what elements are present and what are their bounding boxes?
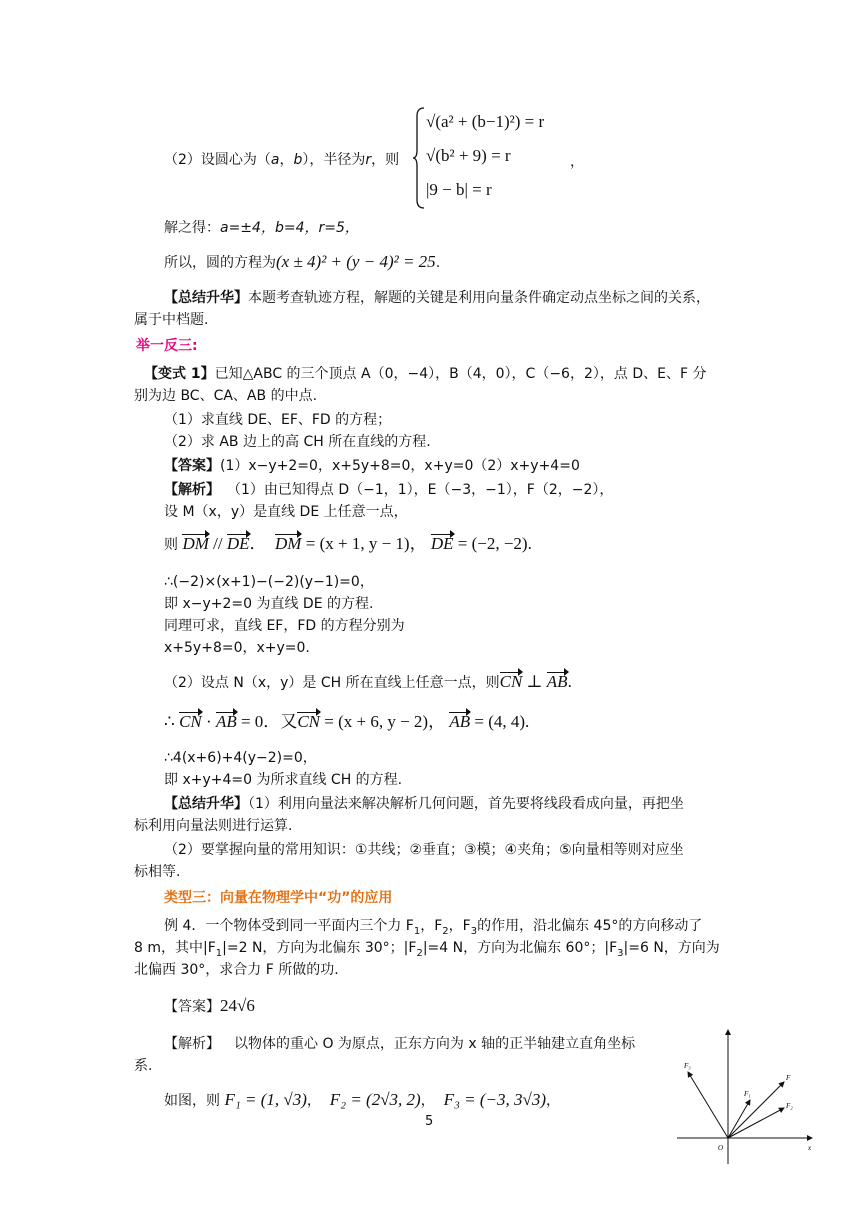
vector-cn: CN xyxy=(179,712,202,731)
vector-ab: AB xyxy=(215,712,237,731)
text-line: 标利用向量法则进行运算. xyxy=(134,818,293,834)
label-f1: F₁ xyxy=(744,1090,751,1098)
text-line: 标相等. xyxy=(134,864,181,880)
page-number: 5 xyxy=(425,1114,434,1129)
label-x: x xyxy=(808,1144,812,1152)
label-origin: O xyxy=(718,1144,724,1152)
label-f: F xyxy=(786,1074,791,1082)
text-line: （2）设圆心为（a，b），半径为r，则 xyxy=(164,152,400,168)
text-line: 8 m，其中$|F_1|=2$ N，方向为北偏东 30°；$|F_2|=4$ N，方向为北偏东 60°；$|F_3|=6$ N，方向为 xyxy=(134,940,720,959)
vector-dm: DM xyxy=(275,534,302,553)
force-diagram xyxy=(672,1026,822,1166)
text-line: 【总结升华】（1）利用向量法来解决解析几何问题，首先要将线段看成向量，再把坐 xyxy=(164,796,684,812)
text-line: 【答案】24√6 xyxy=(164,996,255,1015)
text-line: （2）要掌握向量的常用知识：①共线；②垂直；③模；④夹角；⑤向量相等则对应坐 xyxy=(164,842,684,858)
vector-f xyxy=(728,1082,784,1138)
system-comma: ， xyxy=(570,154,584,170)
text-line: （2）求 AB 边上的高 CH 所在直线的方程. xyxy=(164,434,431,450)
vector-ab: AB xyxy=(546,672,568,691)
text-line: 解之得：a=±4，b=4，r=5， xyxy=(164,220,359,236)
vector-ab: AB xyxy=(449,712,471,731)
vector-cn: CN xyxy=(499,672,523,691)
text-line: 即 x+y+4=0 为所求直线 CH 的方程. xyxy=(164,772,403,788)
text-line: 则 DM // DE． DM = (x + 1, y − 1)， DE = (−2, −2). xyxy=(164,534,532,553)
text-line: （2）设点 N（x，y）是 CH 所在直线上任意一点，则CN ⊥ AB. xyxy=(164,672,572,691)
left-brace-icon xyxy=(412,106,426,210)
text-line: 即 x−y+2=0 为直线 DE 的方程. xyxy=(164,596,374,612)
text-line: ∴ CN · AB = 0．又CN = (x + 6, y − 2)， AB = (4, 4). xyxy=(164,712,530,731)
text-line: 【答案】(1）x−y+2=0，x+5y+8=0，x+y=0（2）x+y+4=0 xyxy=(164,458,580,474)
text-line: ∴4(x+6)+4(y−2)=0， xyxy=(164,750,317,766)
vector-de: DE xyxy=(226,534,250,553)
label-f2: F₂ xyxy=(786,1102,793,1110)
text-line: 【解析】 （1）由已知得点 D（−1，1），E（−3，−1），F（2，−2）， xyxy=(164,482,614,498)
text-line: 例 4．一个物体受到同一平面内三个力 $F_1$，$F_2$，$F_3$的作用，沿北偏东 45°的方向移动了 xyxy=(164,918,703,937)
text-line: 【总结升华】本题考查轨迹方程，解题的关键是利用向量条件确定动点坐标之间的关系， xyxy=(164,290,710,306)
system-eq-1: √(a² + (b−1)²) = r xyxy=(426,112,545,131)
text-line: 同理可求，直线 EF，FD 的方程分别为 xyxy=(164,618,405,634)
text-line: 如图，则 F₁ = (1, √3)， F₂ = (2√3, 2)， F₃ = (−3, 3√3)， xyxy=(164,1090,560,1109)
text-line: 属于中档题. xyxy=(134,312,209,328)
text-line: ∴(−2)×(x+1)−(−2)(y−1)=0， xyxy=(164,574,374,590)
label-f3: F₃ xyxy=(684,1062,691,1070)
section-heading: 类型三：向量在物理学中“功”的应用 xyxy=(164,890,393,906)
section-heading: 举一反三: xyxy=(136,338,198,354)
system-eq-2: √(b² + 9) = r xyxy=(426,146,511,165)
vector-dm: DM xyxy=(182,534,209,553)
system-eq-3: |9 − b| = r xyxy=(426,180,492,199)
text-line: x+5y+8=0，x+y=0. xyxy=(164,640,310,656)
text-line: （1）求直线 DE、EF、FD 的方程； xyxy=(164,412,392,428)
text-line: 北偏西 30°，求合力 F 所做的功. xyxy=(134,962,339,978)
text-line: 系. xyxy=(134,1058,153,1074)
vector-cn: CN xyxy=(297,712,320,731)
text-line: 所以，圆的方程为(x ± 4)² + (y − 4)² = 25. xyxy=(164,252,441,271)
vector-de: DE xyxy=(430,534,454,553)
text-line: 设 M（x，y）是直线 DE 上任意一点， xyxy=(164,504,408,520)
vector-f3 xyxy=(688,1072,728,1138)
text-line: 别为边 BC、CA、AB 的中点. xyxy=(134,388,318,404)
equation-system xyxy=(412,106,562,210)
text-line: 【变式 1】已知△ABC 的三个顶点 A（0，−4），B（4，0），C（−6，2），点 D、E、F 分 xyxy=(144,366,707,382)
text-line: 【解析】 以物体的重心 O 为原点，正东方向为 x 轴的正半轴建立直角坐标 xyxy=(164,1036,636,1052)
